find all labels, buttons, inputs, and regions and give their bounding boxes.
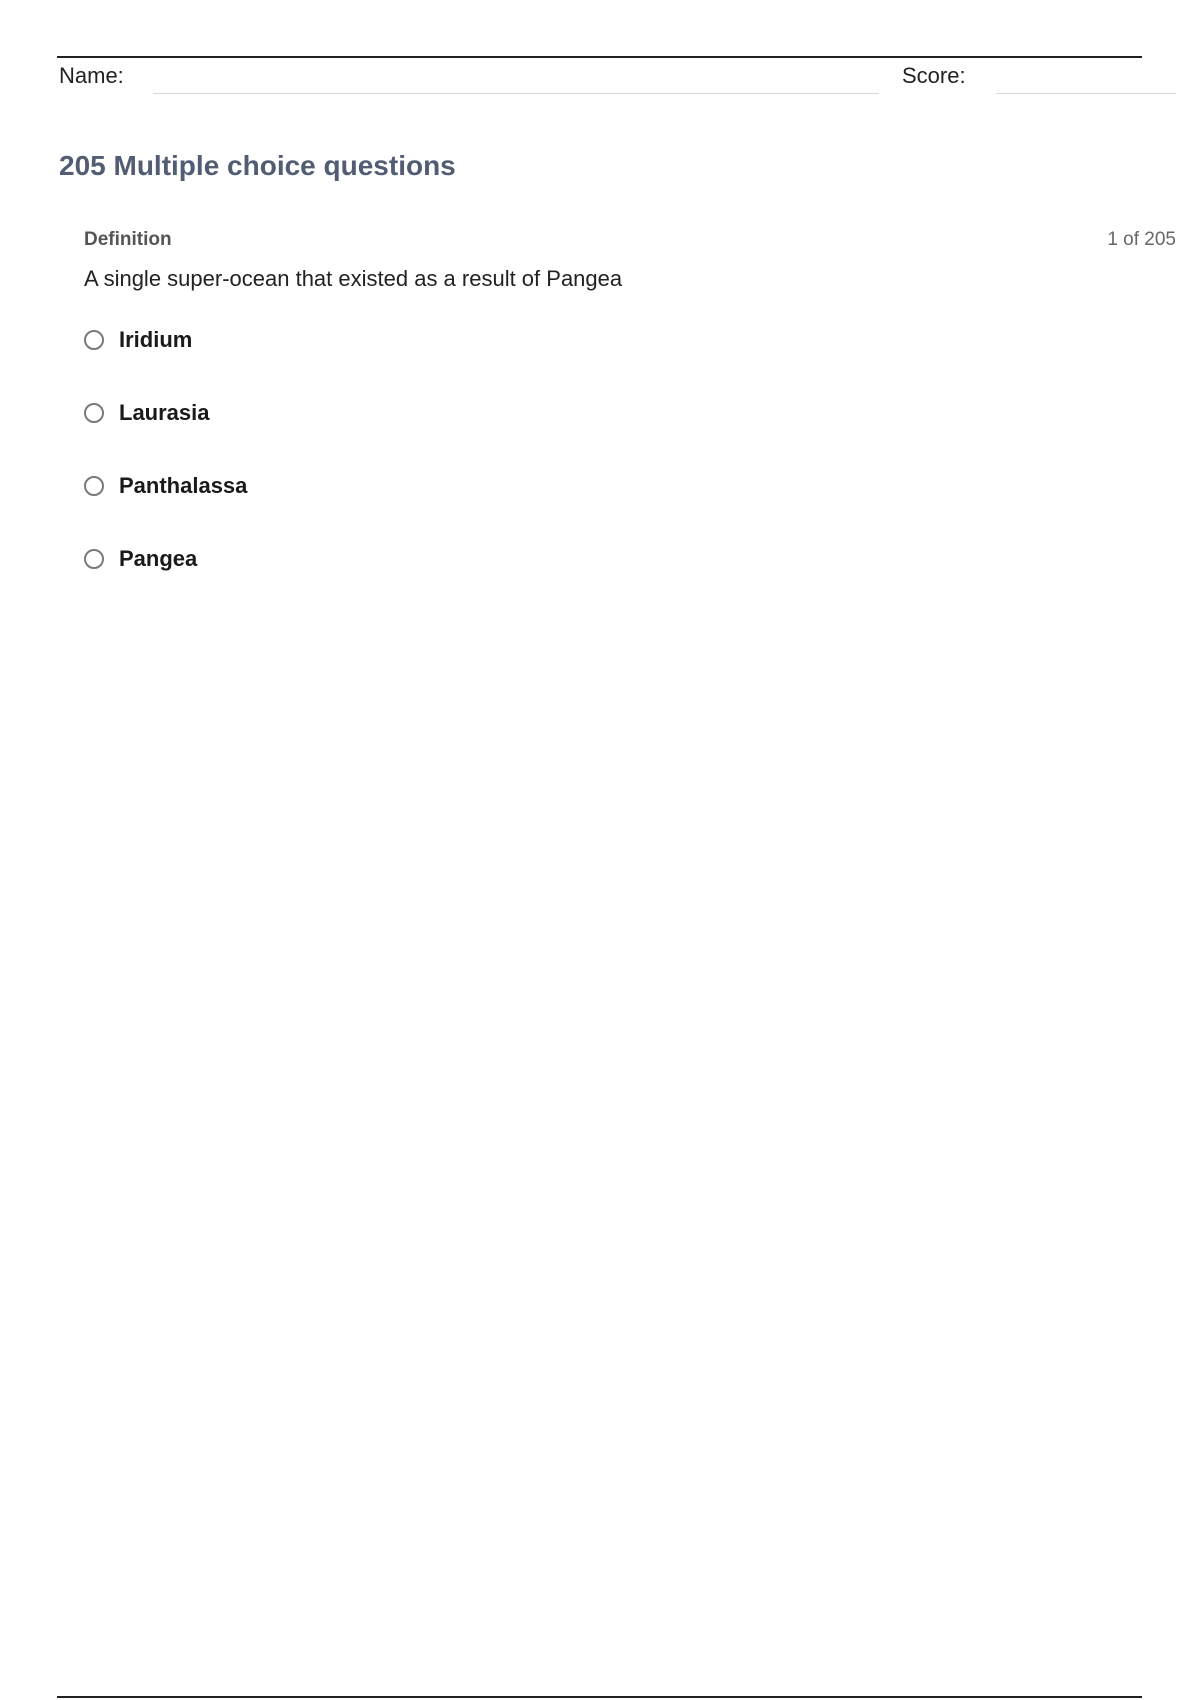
radio-button[interactable] <box>84 476 104 496</box>
answer-options <box>84 326 247 618</box>
radio-button[interactable] <box>84 403 104 423</box>
name-label: Name: <box>59 63 124 88</box>
score-label: Score: <box>902 63 966 88</box>
answer-option[interactable] <box>84 326 247 399</box>
answer-option[interactable] <box>84 472 247 545</box>
section-title: 205 Multiple choice questions <box>59 150 456 181</box>
option-label[interactable]: Panthalassa <box>119 473 248 498</box>
radio-button[interactable] <box>84 330 104 350</box>
question-text: A single super-ocean that existed as a result of Pangea <box>84 266 623 291</box>
bottom-rule <box>57 1696 1142 1698</box>
score-line <box>996 93 1176 94</box>
answer-option[interactable] <box>84 399 247 472</box>
question-kind: Definition <box>84 229 172 250</box>
radio-button[interactable] <box>84 549 104 569</box>
option-label[interactable]: Laurasia <box>119 400 210 425</box>
answer-option[interactable] <box>84 545 247 618</box>
option-label[interactable]: Iridium <box>119 327 193 352</box>
name-line <box>153 93 879 94</box>
option-label[interactable]: Pangea <box>119 546 198 571</box>
question-counter: 1 of 205 <box>1107 229 1176 250</box>
top-rule <box>57 56 1142 58</box>
